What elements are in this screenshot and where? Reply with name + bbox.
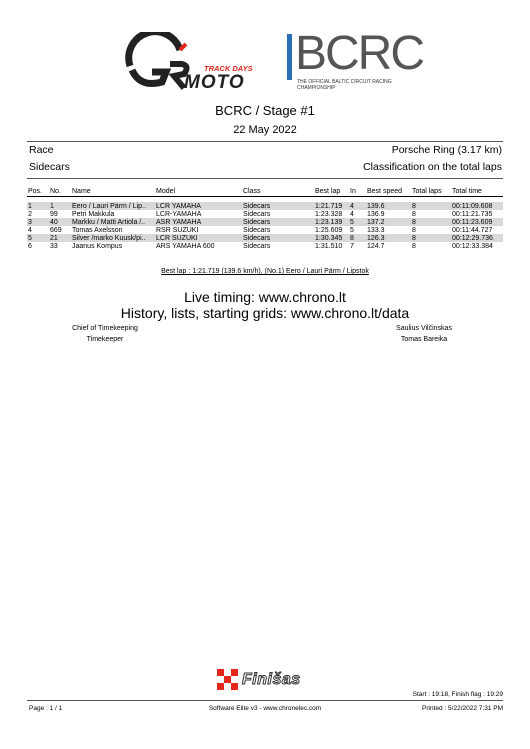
cell-model: RSR SUZUKI: [156, 226, 199, 234]
table-row: [27, 234, 503, 242]
col-header-total-laps: Total laps: [412, 187, 442, 195]
cell-best-lap: 1:30.345: [314, 234, 349, 242]
bcrc-tagline: THE OFFICIAL BALTIC CIRCUIT RACING CHAMPIONSHIP: [297, 79, 392, 91]
cell-pos: 5: [27, 234, 49, 242]
cell-pos: 2: [28, 210, 32, 218]
signature-right-name: Saulius Vilčinskas: [396, 325, 452, 332]
cell-best-speed: 124.7: [367, 242, 385, 250]
col-header-in: In: [350, 187, 356, 195]
cell-no: 669: [50, 226, 62, 234]
table-row: [27, 210, 503, 218]
cell-in: 5: [350, 226, 354, 234]
col-header-model: Model: [156, 187, 176, 195]
cell-class: Sidecars: [243, 210, 271, 218]
cell-best-speed: 139.6: [366, 202, 411, 210]
col-header-class: Class: [243, 187, 261, 195]
cell-best-lap: 1:25.609: [315, 226, 343, 234]
cell-in: 4: [349, 202, 366, 210]
cell-total-time: 00:11:23.609: [451, 218, 503, 226]
cell-best-speed: 133.3: [367, 226, 385, 234]
cell-pos: 3: [27, 218, 49, 226]
start-finish-times: Start : 19:18, Finish flag : 19:29: [412, 691, 503, 698]
cell-class: Sidecars: [243, 226, 271, 234]
printed-timestamp: Printed : 5/22/2022 7:31 PM: [422, 705, 503, 712]
table-row: [27, 226, 503, 234]
cell-pos: 4: [28, 226, 32, 234]
cell-no: 21: [49, 234, 71, 242]
cell-name: Markku / Matti Artiola /..: [71, 218, 155, 226]
cell-name: Silver /marko Kuusk/pi..: [71, 234, 155, 242]
finisas-wordmark: Finišas: [242, 671, 301, 688]
cell-total-laps: 8: [412, 210, 416, 218]
cell-model: LCR-YAMAHA: [156, 210, 202, 218]
cell-in: 5: [349, 218, 366, 226]
cell-no: 99: [50, 210, 58, 218]
cell-best-lap: 1:23.328: [315, 210, 343, 218]
bcrc-blue-bar: [287, 34, 292, 80]
cell-total-time: 00:12:33.384: [452, 242, 493, 250]
results-table: [27, 186, 503, 250]
cell-class: Sidecars: [242, 234, 314, 242]
live-timing-text: Live timing: www.chrono.lt: [184, 289, 346, 305]
history-text: History, lists, starting grids: www.chrono.lt/data: [120, 305, 410, 321]
page-title: BCRC / Stage #1: [215, 103, 315, 118]
cell-model: ASR YAMAHA: [155, 218, 242, 226]
cell-total-laps: 8: [411, 234, 451, 242]
cell-in: 7: [350, 242, 354, 250]
cell-class: Sidecars: [243, 242, 271, 250]
cell-class: Sidecars: [242, 218, 314, 226]
col-header-pos: Pos.: [28, 187, 43, 195]
best-lap-summary: Best lap : 1:21.719 (139.6 km/h), (No.1) Eero / Lauri Pärm / Lipstok: [161, 268, 369, 275]
event-date: 22 May 2022: [233, 124, 297, 136]
table-row: [27, 202, 503, 210]
checkered-flag-icon: [217, 669, 239, 691]
col-header-best-lap: Best lap: [315, 187, 341, 195]
cell-in: 8: [349, 234, 366, 242]
track-days-text: TRACK DAYS: [204, 64, 253, 73]
cell-total-time: 00:11:09.608: [451, 202, 503, 210]
track-days-moto-logo: [118, 32, 258, 94]
signature-right-sub: Tomas Bareika: [400, 336, 448, 343]
cell-best-speed: 136.9: [367, 210, 385, 218]
cell-total-laps: 8: [411, 202, 451, 210]
signature-left-sub: Timekeeper: [86, 336, 124, 343]
col-header-best-speed: Best speed: [367, 187, 403, 195]
cell-in: 4: [350, 210, 354, 218]
cell-pos: 1: [27, 202, 49, 210]
table-header-row: [27, 186, 503, 196]
cell-model: ARS YAMAHA 600: [156, 242, 215, 250]
cell-best-speed: 137.2: [366, 218, 411, 226]
cell-no: 33: [50, 242, 58, 250]
divider-mid: [27, 178, 503, 179]
signature-left-role: Chief of Timekeeping: [72, 325, 138, 332]
moto-text: MOTO: [184, 72, 245, 93]
divider-top: [27, 141, 503, 142]
cell-best-speed: 126.3: [366, 234, 411, 242]
bcrc-logo: [287, 27, 424, 94]
cell-total-time: 00:11:44.727: [452, 226, 493, 234]
finisas-logo: [217, 669, 317, 693]
track-label: Porsche Ring (3.17 km): [391, 144, 502, 156]
category-label: Sidecars: [29, 161, 70, 173]
session-label: Race: [29, 144, 54, 156]
cell-total-time: 00:12:29.736: [451, 234, 503, 242]
cell-no: 40: [49, 218, 71, 226]
cell-model: LCR SUZUKI: [155, 234, 242, 242]
cell-total-laps: 8: [412, 242, 416, 250]
cell-best-lap: 1:23.139: [314, 218, 349, 226]
cell-pos: 6: [28, 242, 32, 250]
cell-class: Sidecars: [242, 202, 314, 210]
cell-name: Tomas Axelsson: [72, 226, 123, 234]
cell-total-time: 00:11:21.735: [452, 210, 493, 218]
page-number: Page : 1 / 1: [29, 705, 63, 712]
bcrc-wordmark: BCRC: [295, 27, 424, 80]
software-credit: Software Elite v3 - www.chronelec.com: [208, 705, 322, 712]
cell-total-laps: 8: [412, 226, 416, 234]
col-header-name: Name: [72, 187, 91, 195]
cell-total-laps: 8: [411, 218, 451, 226]
cell-name: Petri Makkula: [72, 210, 115, 218]
cell-best-lap: 1:31.510: [315, 242, 343, 250]
cell-name: Eero / Lauri Pärm / Lip..: [71, 202, 155, 210]
classification-label: Classification on the total laps: [363, 161, 502, 173]
col-header-no: No.: [50, 187, 61, 195]
divider-footer: [27, 700, 503, 701]
cell-best-lap: 1:21.719: [314, 202, 349, 210]
cell-no: 1: [49, 202, 71, 210]
cell-name: Jaanus Kompus: [72, 242, 123, 250]
cell-model: LCR YAMAHA: [155, 202, 242, 210]
table-row: [27, 242, 503, 250]
table-row: [27, 218, 503, 226]
col-header-total-time: Total time: [452, 187, 482, 195]
